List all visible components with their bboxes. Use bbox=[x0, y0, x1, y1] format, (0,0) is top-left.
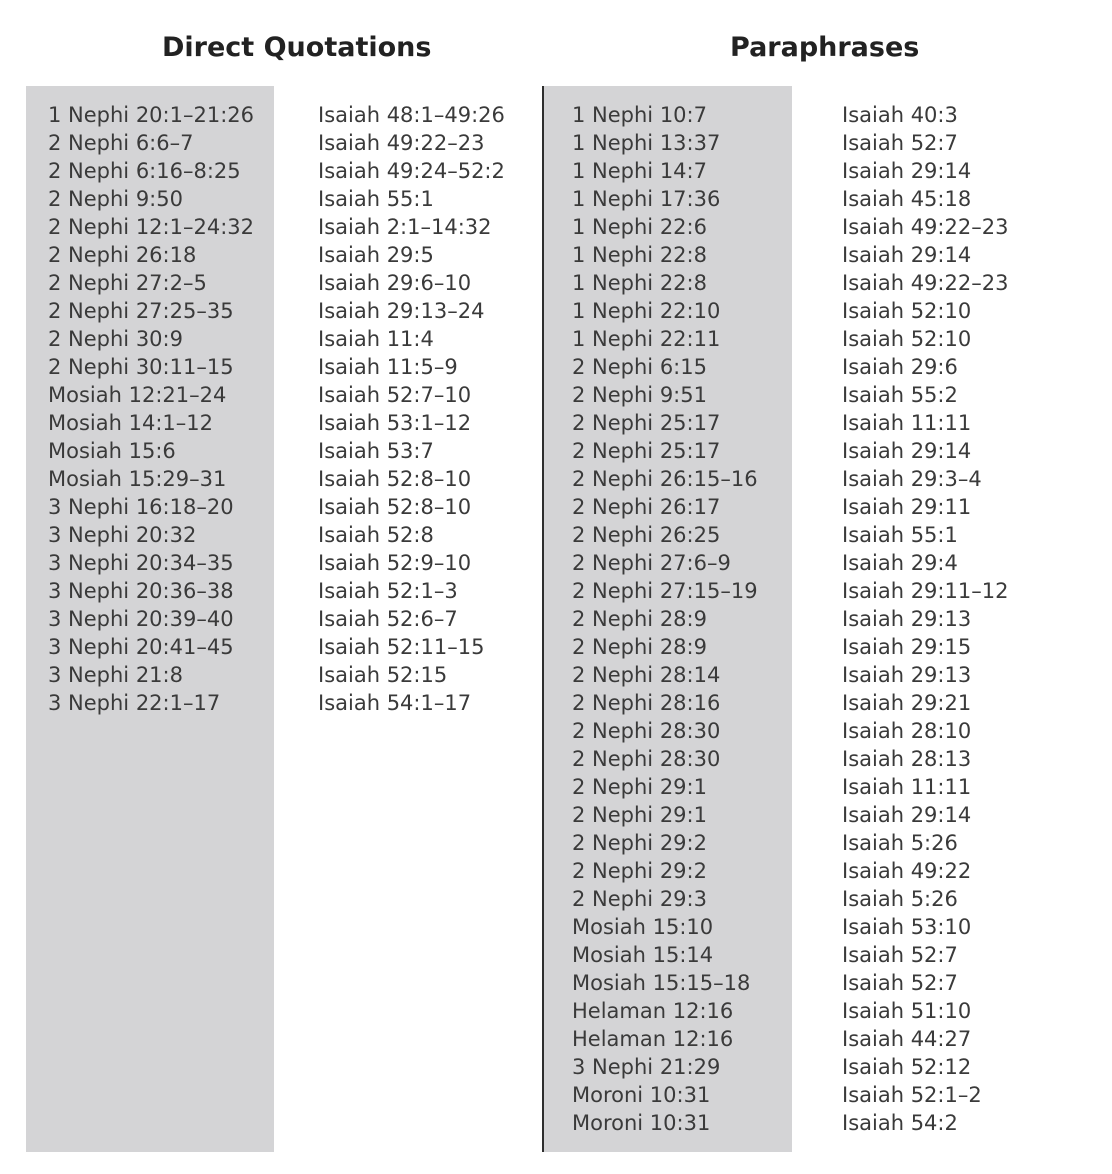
paraphrases-isaiah-column bbox=[842, 101, 1008, 1137]
book-of-mormon-reference: 3 Nephi 22:1–17 bbox=[48, 691, 221, 715]
book-of-mormon-reference: 1 Nephi 22:10 bbox=[572, 299, 721, 323]
isaiah-reference: Isaiah 11:11 bbox=[842, 775, 972, 799]
book-of-mormon-reference: 3 Nephi 20:32 bbox=[48, 523, 197, 547]
isaiah-reference: Isaiah 55:2 bbox=[842, 383, 958, 407]
isaiah-reference: Isaiah 52:15 bbox=[318, 663, 448, 687]
isaiah-reference: Isaiah 29:3–4 bbox=[842, 467, 982, 491]
book-of-mormon-reference: 2 Nephi 27:2–5 bbox=[48, 271, 207, 295]
isaiah-reference: Isaiah 55:1 bbox=[318, 187, 434, 211]
book-of-mormon-reference: 2 Nephi 26:17 bbox=[572, 495, 721, 519]
section-divider bbox=[542, 86, 544, 1152]
isaiah-reference: Isaiah 52:7 bbox=[842, 971, 958, 995]
book-of-mormon-reference: Moroni 10:31 bbox=[572, 1111, 711, 1135]
book-of-mormon-reference: 2 Nephi 26:25 bbox=[572, 523, 721, 547]
isaiah-reference: Isaiah 29:13–24 bbox=[318, 299, 485, 323]
isaiah-reference: Isaiah 53:7 bbox=[318, 439, 434, 463]
isaiah-reference: Isaiah 52:7 bbox=[842, 943, 958, 967]
book-of-mormon-reference: 2 Nephi 6:15 bbox=[572, 355, 707, 379]
isaiah-reference: Isaiah 11:4 bbox=[318, 327, 434, 351]
book-of-mormon-reference: Mosiah 15:15–18 bbox=[572, 971, 751, 995]
book-of-mormon-reference: 2 Nephi 27:6–9 bbox=[572, 551, 731, 575]
isaiah-reference: Isaiah 52:1–2 bbox=[842, 1083, 982, 1107]
book-of-mormon-reference: Mosiah 12:21–24 bbox=[48, 383, 227, 407]
book-of-mormon-reference: 1 Nephi 17:36 bbox=[572, 187, 721, 211]
isaiah-reference: Isaiah 28:13 bbox=[842, 747, 972, 771]
isaiah-reference: Isaiah 29:14 bbox=[842, 439, 972, 463]
direct-quotations-book-of-mormon-column bbox=[48, 101, 254, 717]
book-of-mormon-reference: Helaman 12:16 bbox=[572, 1027, 734, 1051]
isaiah-reference: Isaiah 49:22–23 bbox=[318, 131, 485, 155]
isaiah-reference: Isaiah 2:1–14:32 bbox=[318, 215, 492, 239]
isaiah-reference: Isaiah 52:6–7 bbox=[318, 607, 458, 631]
isaiah-reference: Isaiah 55:1 bbox=[842, 523, 958, 547]
book-of-mormon-reference: Helaman 12:16 bbox=[572, 999, 734, 1023]
isaiah-reference: Isaiah 29:11–12 bbox=[842, 579, 1009, 603]
book-of-mormon-reference: 3 Nephi 20:41–45 bbox=[48, 635, 234, 659]
isaiah-reference: Isaiah 53:10 bbox=[842, 915, 972, 939]
book-of-mormon-reference: 2 Nephi 26:15–16 bbox=[572, 467, 758, 491]
book-of-mormon-reference: 2 Nephi 28:9 bbox=[572, 607, 707, 631]
book-of-mormon-reference: Mosiah 15:14 bbox=[572, 943, 714, 967]
book-of-mormon-reference: 2 Nephi 9:50 bbox=[48, 187, 183, 211]
book-of-mormon-reference: Moroni 10:31 bbox=[572, 1083, 711, 1107]
isaiah-reference: Isaiah 45:18 bbox=[842, 187, 972, 211]
direct-quotations-isaiah-column bbox=[318, 101, 505, 717]
book-of-mormon-reference: 3 Nephi 20:39–40 bbox=[48, 607, 234, 631]
book-of-mormon-reference: Mosiah 15:29–31 bbox=[48, 467, 227, 491]
isaiah-reference: Isaiah 44:27 bbox=[842, 1027, 972, 1051]
isaiah-reference: Isaiah 11:11 bbox=[842, 411, 972, 435]
book-of-mormon-reference: 2 Nephi 12:1–24:32 bbox=[48, 215, 254, 239]
book-of-mormon-reference: 1 Nephi 14:7 bbox=[572, 159, 707, 183]
isaiah-reference: Isaiah 48:1–49:26 bbox=[318, 103, 505, 127]
isaiah-reference: Isaiah 49:24–52:2 bbox=[318, 159, 505, 183]
isaiah-reference: Isaiah 49:22–23 bbox=[842, 215, 1009, 239]
book-of-mormon-reference: 1 Nephi 22:11 bbox=[572, 327, 721, 351]
isaiah-reference: Isaiah 54:2 bbox=[842, 1111, 958, 1135]
isaiah-reference: Isaiah 29:6–10 bbox=[318, 271, 472, 295]
isaiah-reference: Isaiah 5:26 bbox=[842, 887, 958, 911]
isaiah-reference: Isaiah 52:10 bbox=[842, 327, 972, 351]
isaiah-reference: Isaiah 5:26 bbox=[842, 831, 958, 855]
book-of-mormon-reference: 2 Nephi 27:15–19 bbox=[572, 579, 758, 603]
book-of-mormon-reference: 2 Nephi 28:16 bbox=[572, 691, 721, 715]
book-of-mormon-reference: 2 Nephi 25:17 bbox=[572, 439, 721, 463]
isaiah-reference: Isaiah 11:5–9 bbox=[318, 355, 458, 379]
isaiah-reference: Isaiah 52:8–10 bbox=[318, 495, 472, 519]
isaiah-reference: Isaiah 29:21 bbox=[842, 691, 972, 715]
book-of-mormon-reference: 2 Nephi 29:1 bbox=[572, 775, 707, 799]
book-of-mormon-reference: 2 Nephi 28:14 bbox=[572, 663, 721, 687]
isaiah-reference: Isaiah 51:10 bbox=[842, 999, 972, 1023]
isaiah-reference: Isaiah 29:14 bbox=[842, 803, 972, 827]
isaiah-reference: Isaiah 29:13 bbox=[842, 607, 972, 631]
book-of-mormon-reference: 2 Nephi 26:18 bbox=[48, 243, 197, 267]
book-of-mormon-reference: 3 Nephi 21:8 bbox=[48, 663, 183, 687]
book-of-mormon-reference: 2 Nephi 28:30 bbox=[572, 719, 721, 743]
isaiah-reference: Isaiah 52:10 bbox=[842, 299, 972, 323]
isaiah-reference: Isaiah 40:3 bbox=[842, 103, 958, 127]
isaiah-reference: Isaiah 29:6 bbox=[842, 355, 958, 379]
isaiah-reference: Isaiah 52:11–15 bbox=[318, 635, 485, 659]
book-of-mormon-reference: 3 Nephi 21:29 bbox=[572, 1055, 721, 1079]
paraphrases-heading: Paraphrases bbox=[730, 32, 920, 63]
paraphrases-book-of-mormon-column bbox=[572, 101, 758, 1137]
isaiah-reference: Isaiah 29:14 bbox=[842, 243, 972, 267]
isaiah-reference: Isaiah 29:5 bbox=[318, 243, 434, 267]
book-of-mormon-reference: 2 Nephi 28:9 bbox=[572, 635, 707, 659]
isaiah-reference: Isaiah 29:14 bbox=[842, 159, 972, 183]
book-of-mormon-reference: 2 Nephi 9:51 bbox=[572, 383, 707, 407]
book-of-mormon-reference: 1 Nephi 13:37 bbox=[572, 131, 721, 155]
book-of-mormon-reference: 2 Nephi 29:2 bbox=[572, 859, 707, 883]
isaiah-reference: Isaiah 52:12 bbox=[842, 1055, 972, 1079]
book-of-mormon-reference: 2 Nephi 29:3 bbox=[572, 887, 707, 911]
isaiah-reference: Isaiah 52:9–10 bbox=[318, 551, 472, 575]
isaiah-reference: Isaiah 52:7–10 bbox=[318, 383, 472, 407]
direct-quotations-heading: Direct Quotations bbox=[162, 32, 432, 63]
isaiah-reference: Isaiah 49:22 bbox=[842, 859, 972, 883]
isaiah-reference: Isaiah 52:7 bbox=[842, 131, 958, 155]
isaiah-reference: Isaiah 52:8–10 bbox=[318, 467, 472, 491]
book-of-mormon-reference: 3 Nephi 20:34–35 bbox=[48, 551, 234, 575]
isaiah-reference: Isaiah 29:11 bbox=[842, 495, 972, 519]
isaiah-reference: Isaiah 29:4 bbox=[842, 551, 958, 575]
book-of-mormon-reference: 1 Nephi 22:6 bbox=[572, 215, 707, 239]
isaiah-reference: Isaiah 52:1–3 bbox=[318, 579, 458, 603]
book-of-mormon-reference: 2 Nephi 6:6–7 bbox=[48, 131, 194, 155]
isaiah-reference: Isaiah 53:1–12 bbox=[318, 411, 472, 435]
book-of-mormon-reference: 3 Nephi 16:18–20 bbox=[48, 495, 234, 519]
book-of-mormon-reference: 1 Nephi 22:8 bbox=[572, 271, 707, 295]
book-of-mormon-reference: 2 Nephi 25:17 bbox=[572, 411, 721, 435]
isaiah-reference: Isaiah 28:10 bbox=[842, 719, 972, 743]
book-of-mormon-reference: 2 Nephi 29:1 bbox=[572, 803, 707, 827]
book-of-mormon-reference: 2 Nephi 30:9 bbox=[48, 327, 183, 351]
book-of-mormon-reference: 3 Nephi 20:36–38 bbox=[48, 579, 234, 603]
book-of-mormon-reference: 1 Nephi 22:8 bbox=[572, 243, 707, 267]
book-of-mormon-reference: 2 Nephi 6:16–8:25 bbox=[48, 159, 241, 183]
book-of-mormon-reference: Mosiah 15:6 bbox=[48, 439, 176, 463]
isaiah-reference: Isaiah 29:13 bbox=[842, 663, 972, 687]
book-of-mormon-reference: 2 Nephi 28:30 bbox=[572, 747, 721, 771]
book-of-mormon-reference: Mosiah 15:10 bbox=[572, 915, 714, 939]
book-of-mormon-reference: Mosiah 14:1–12 bbox=[48, 411, 213, 435]
isaiah-reference: Isaiah 52:8 bbox=[318, 523, 434, 547]
isaiah-reference: Isaiah 54:1–17 bbox=[318, 691, 472, 715]
book-of-mormon-reference: 1 Nephi 20:1–21:26 bbox=[48, 103, 254, 127]
isaiah-reference: Isaiah 49:22–23 bbox=[842, 271, 1009, 295]
book-of-mormon-reference: 2 Nephi 27:25–35 bbox=[48, 299, 234, 323]
book-of-mormon-reference: 1 Nephi 10:7 bbox=[572, 103, 707, 127]
book-of-mormon-reference: 2 Nephi 30:11–15 bbox=[48, 355, 234, 379]
book-of-mormon-reference: 2 Nephi 29:2 bbox=[572, 831, 707, 855]
isaiah-reference: Isaiah 29:15 bbox=[842, 635, 972, 659]
